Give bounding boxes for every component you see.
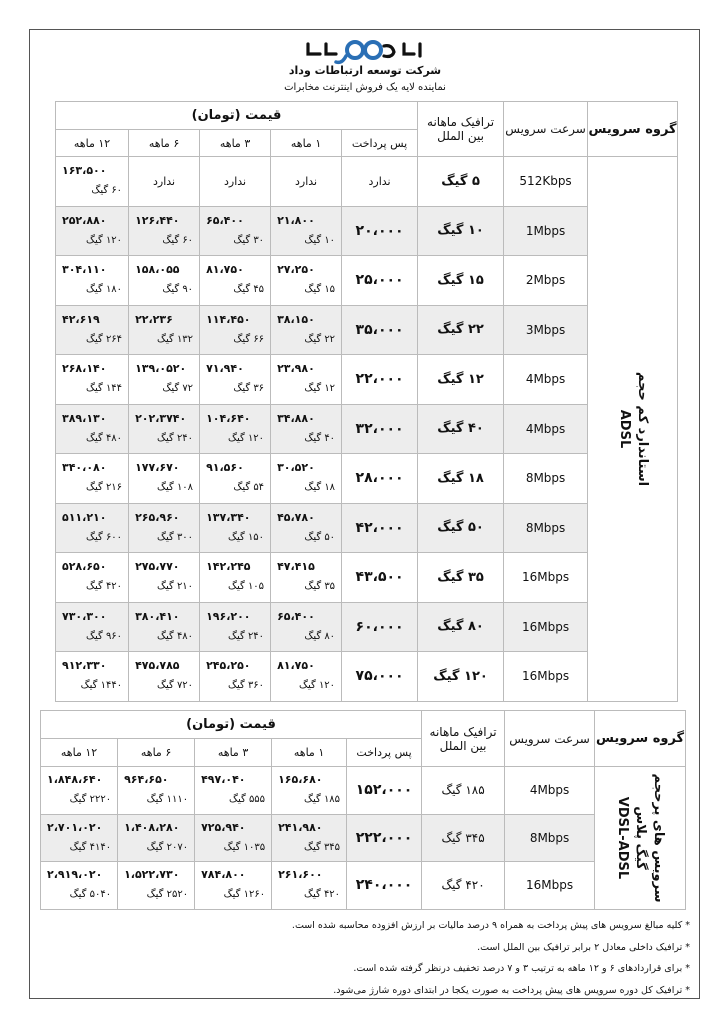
price-value: ۴۹۷،۰۴۰ (201, 773, 246, 787)
price-cell-m12 (56, 157, 129, 207)
price-cell-m6 (118, 862, 195, 910)
price-cell-m1 (271, 503, 342, 553)
table-row (56, 652, 678, 702)
price-value: ۳۰۴،۱۱۰ (62, 263, 107, 277)
price-value: ۱۶۳،۵۰۰ (62, 164, 107, 178)
traffic-amount: ۱۲۰ گیگ (228, 432, 265, 444)
price-cell-m3 (200, 305, 271, 355)
header-speed: سرعت سرویس (505, 711, 595, 767)
postpaid-cell: ندارد (342, 157, 418, 207)
traffic-amount: ۴۲۰ گیگ (304, 889, 341, 901)
traffic-cell: ۴۰ گیگ (418, 404, 504, 454)
traffic-cell: ۵۰ گیگ (418, 503, 504, 553)
price-cell-m3 (200, 404, 271, 454)
traffic-amount: ۲۱۶ گیگ (86, 482, 123, 494)
price-value: ۲،۷۰۱،۰۲۰ (47, 820, 103, 834)
traffic-cell: ۱۲۰ گیگ (418, 652, 504, 702)
header-1-month: ۱ ماهه (271, 130, 342, 157)
price-value: ۴۷،۴۱۵ (277, 560, 315, 574)
price-value: ۱۵۸،۰۵۵ (135, 263, 180, 277)
traffic-amount: ۲۱۰ گیگ (157, 581, 194, 593)
price-cell-m3 (195, 767, 272, 815)
speed-cell: 16Mbps (504, 652, 588, 702)
price-value: ۱۳۷،۳۴۰ (206, 510, 251, 524)
table-row (56, 503, 678, 553)
speed-cell: 1Mbps (504, 206, 588, 256)
price-value: ۷۲۵،۹۴۰ (201, 820, 246, 834)
postpaid-cell: ۳۵،۰۰۰ (342, 305, 418, 355)
postpaid-cell: ۲۲،۰۰۰ (342, 355, 418, 405)
price-cell-m1 (271, 454, 342, 504)
traffic-amount: ۱۵۰ گیگ (228, 531, 265, 543)
price-cell-m12 (56, 503, 129, 553)
service-group-name (613, 773, 667, 902)
traffic-amount: ۶۶ گیگ (233, 333, 265, 345)
footnotes (50, 915, 690, 1001)
traffic-amount: ۵۵۵ گیگ (229, 794, 266, 806)
traffic-amount: ۵۴ گیگ (233, 482, 265, 494)
traffic-amount: ۲۴۰ گیگ (228, 630, 265, 642)
traffic-amount: ۱۸۰ گیگ (86, 284, 123, 296)
price-value: ۳۸۹،۱۳۰ (62, 411, 107, 425)
table-row (56, 602, 678, 652)
traffic-amount: ۴۰ گیگ (304, 432, 336, 444)
price-value: ۲،۹۱۹،۰۲۰ (47, 868, 103, 882)
price-cell-m6 (129, 206, 200, 256)
price-cell-m3 (195, 814, 272, 862)
price-cell-m6 (129, 454, 200, 504)
header-6-month: ۶ ماهه (129, 130, 200, 157)
header-1-month: ۱ ماهه (272, 739, 347, 767)
table-row (56, 305, 678, 355)
price-cell-m3 (200, 652, 271, 702)
postpaid-cell: ۲۲۲،۰۰۰ (347, 814, 422, 862)
price-value: ۱۷۷،۶۷۰ (135, 461, 180, 475)
price-cell-m12 (41, 862, 118, 910)
traffic-amount: ۶۰ گیگ (91, 185, 123, 197)
price-cell-m1 (271, 652, 342, 702)
price-cell-m1 (271, 602, 342, 652)
price-value: ۲۷،۲۵۰ (277, 263, 315, 277)
price-cell-m6: ندارد (129, 157, 200, 207)
header-traffic: ترافیک ماهانه بین الملل (418, 102, 504, 157)
price-cell-m6 (129, 305, 200, 355)
traffic-amount: ۸۰ گیگ (304, 630, 336, 642)
traffic-amount: ۳۴۵ گیگ (304, 841, 341, 853)
traffic-amount: ۹۶۰ گیگ (86, 630, 123, 642)
price-cell-m3 (200, 355, 271, 405)
price-cell-m6 (118, 814, 195, 862)
speed-cell: 16Mbps (504, 553, 588, 603)
price-value: ۹۱،۵۶۰ (206, 461, 244, 475)
traffic-amount: ۴۸۰ گیگ (86, 432, 123, 444)
price-cell-m3 (200, 602, 271, 652)
price-cell-m12 (56, 652, 129, 702)
traffic-amount: ۴۱۴۰ گیگ (69, 841, 112, 853)
price-cell-m1 (271, 256, 342, 306)
price-cell-m3 (200, 256, 271, 306)
speed-cell: 4Mbps (504, 404, 588, 454)
price-value: ۲۶۵،۹۶۰ (135, 510, 180, 524)
service-group-label: سرویس های پرحجم (651, 773, 667, 903)
price-value: ۲۰۲،۳۷۴۰ (135, 411, 187, 425)
traffic-amount: ۱۰۸ گیگ (157, 482, 194, 494)
postpaid-cell: ۳۲،۰۰۰ (342, 404, 418, 454)
price-cell-m3 (195, 862, 272, 910)
price-value: ۲۶۸،۱۴۰ (62, 362, 107, 376)
header-postpaid: پس پرداخت (347, 739, 422, 767)
traffic-amount: ۱۰ گیگ (304, 234, 336, 246)
price-cell-m12 (56, 454, 129, 504)
postpaid-cell: ۴۳،۵۰۰ (342, 553, 418, 603)
price-cell-m6 (129, 602, 200, 652)
company-name: شرکت توسعه ارتباطات وداد (288, 64, 442, 77)
price-value: ۲۴۱،۹۸۰ (278, 820, 323, 834)
price-value: ۵۱۱،۲۱۰ (62, 510, 107, 524)
footnote: * ترافیک کل دوره سرویس های پیش پرداخت به صورت یکجا در ابتدای دوره شارژ می‌شود. (333, 984, 690, 996)
speed-cell: 3Mbps (504, 305, 588, 355)
price-value: ۴۲،۶۱۹ (62, 312, 100, 326)
price-value: ۲۶۱،۶۰۰ (278, 868, 323, 882)
price-cell-m6 (129, 652, 200, 702)
table-row (41, 862, 686, 910)
service-group-name (615, 372, 651, 486)
traffic-amount: ۴۸۰ گیگ (157, 630, 194, 642)
price-cell-m12 (56, 206, 129, 256)
postpaid-cell: ۲۸،۰۰۰ (342, 454, 418, 504)
price-value: ۶۵،۴۰۰ (206, 213, 244, 227)
speed-cell: 4Mbps (504, 355, 588, 405)
traffic-amount: ۲۴۰ گیگ (157, 432, 194, 444)
traffic-amount: ۶۰ گیگ (162, 234, 194, 246)
traffic-amount: ۲۲ گیگ (304, 333, 336, 345)
table-row (56, 404, 678, 454)
traffic-amount: ۱۸ گیگ (304, 482, 336, 494)
header-price: قیمت (تومان) (41, 711, 422, 739)
price-value: ۳۸۰،۴۱۰ (135, 609, 180, 623)
postpaid-cell: ۶۰،۰۰۰ (342, 602, 418, 652)
header-traffic: ترافیک ماهانه بین الملل (422, 711, 505, 767)
price-cell-m1 (271, 553, 342, 603)
speed-cell: 8Mbps (504, 503, 588, 553)
price-cell-m12 (41, 767, 118, 815)
price-value: ۲۱،۸۰۰ (277, 213, 315, 227)
table-row (41, 767, 686, 815)
table-row (56, 355, 678, 405)
price-cell-m12 (41, 814, 118, 862)
price-value: ۸۱،۷۵۰ (206, 263, 244, 277)
price-cell-m1 (272, 862, 347, 910)
speed-cell: 4Mbps (505, 767, 595, 815)
price-value: ۱۰۴،۶۴۰ (206, 411, 251, 425)
traffic-amount: ۳۵ گیگ (304, 581, 336, 593)
price-cell-m6 (129, 404, 200, 454)
header-6-month: ۶ ماهه (118, 739, 195, 767)
table-row (56, 256, 678, 306)
speed-cell: 2Mbps (504, 256, 588, 306)
traffic-cell: ۱۸۵ گیگ (422, 767, 505, 815)
postpaid-cell: ۴۲،۰۰۰ (342, 503, 418, 553)
speed-cell: 8Mbps (504, 454, 588, 504)
price-value: ۹۱۲،۳۳۰ (62, 659, 107, 673)
price-value: ۱،۵۲۲،۷۳۰ (124, 868, 180, 882)
footnote: * برای قراردادهای ۶ و ۱۲ ماهه به ترتیب ۳ و ۷ درصد تخفیف درنظر گرفته شده است. (353, 963, 690, 974)
service-group-label: ADSL (616, 409, 632, 448)
price-value: ۷۸۴،۸۰۰ (201, 868, 246, 882)
traffic-amount: ۳۰ گیگ (233, 234, 265, 246)
price-value: ۳۰،۵۲۰ (277, 461, 315, 475)
price-value: ۱،۴۰۸،۲۸۰ (124, 820, 180, 834)
price-value: ۷۱،۹۴۰ (206, 362, 244, 376)
price-cell-m6 (118, 767, 195, 815)
price-value: ۷۳۰،۳۰۰ (62, 609, 107, 623)
traffic-amount: ۳۶۰ گیگ (228, 680, 265, 692)
price-cell-m3 (200, 553, 271, 603)
price-value: ۸۱،۷۵۰ (277, 659, 315, 673)
traffic-amount: ۷۲۰ گیگ (157, 680, 194, 692)
price-cell-m12 (56, 404, 129, 454)
traffic-amount: ۷۲ گیگ (162, 383, 194, 395)
table-row (56, 553, 678, 603)
traffic-amount: ۲۵۲۰ گیگ (146, 889, 189, 901)
postpaid-cell: ۷۵،۰۰۰ (342, 652, 418, 702)
traffic-amount: ۱۵ گیگ (304, 284, 336, 296)
price-cell-m12 (56, 305, 129, 355)
traffic-amount: ۱۲۰ گیگ (86, 234, 123, 246)
traffic-amount: ۱۰۳۵ گیگ (223, 841, 266, 853)
speed-cell: 8Mbps (505, 814, 595, 862)
traffic-cell: ۱۰ گیگ (418, 206, 504, 256)
postpaid-cell: ۱۵۲،۰۰۰ (347, 767, 422, 815)
price-cell-m12 (56, 355, 129, 405)
price-cell-m3: ندارد (200, 157, 271, 207)
price-cell-m1: ندارد (271, 157, 342, 207)
traffic-cell: ۸۰ گیگ (418, 602, 504, 652)
price-value: ۳۴۰،۰۸۰ (62, 461, 107, 475)
price-cell-m12 (56, 256, 129, 306)
header-3-month: ۳ ماهه (195, 739, 272, 767)
traffic-amount: ۱۲۶۰ گیگ (223, 889, 266, 901)
header-12-month: ۱۲ ماهه (41, 739, 118, 767)
price-value: ۱۲۶،۴۴۰ (135, 213, 180, 227)
price-cell-m1 (271, 355, 342, 405)
traffic-amount: ۲۰۷۰ گیگ (146, 841, 189, 853)
adsl-price-table (55, 101, 678, 702)
price-value: ۵۲۸،۶۵۰ (62, 560, 107, 574)
price-value: ۱۱۴،۴۵۰ (206, 312, 251, 326)
speed-cell: 16Mbps (505, 862, 595, 910)
price-cell-m1 (272, 814, 347, 862)
speed-cell: 16Mbps (504, 602, 588, 652)
traffic-amount: ۳۰۰ گیگ (157, 531, 194, 543)
price-cell-m12 (56, 602, 129, 652)
traffic-cell: ۱۸ گیگ (418, 454, 504, 504)
traffic-amount: ۴۲۰ گیگ (86, 581, 123, 593)
price-value: ۱۹۶،۲۰۰ (206, 609, 251, 623)
postpaid-cell: ۲۴۰،۰۰۰ (347, 862, 422, 910)
price-cell-m6 (129, 355, 200, 405)
footnote: * کلیه مبالغ سرویس های پیش پرداخت به همراه ۹ درصد مالیات بر ارزش افزوده محاسبه شده است. (291, 920, 690, 931)
price-value: ۶۵،۴۰۰ (277, 609, 315, 623)
traffic-cell: ۱۵ گیگ (418, 256, 504, 306)
price-cell-m6 (129, 503, 200, 553)
service-group-label: VDSL-ADSL (615, 796, 631, 879)
traffic-amount: ۱۸۵ گیگ (304, 794, 341, 806)
price-cell-m3 (200, 503, 271, 553)
traffic-cell: ۵ گیگ (418, 157, 504, 207)
price-value: ۳۸،۱۵۰ (277, 312, 315, 326)
service-group-label: استاندارد کم حجم (634, 371, 650, 486)
header-3-month: ۳ ماهه (200, 130, 271, 157)
header-speed: سرعت سرویس (504, 102, 588, 157)
service-group-cell (588, 157, 678, 702)
header-group: گروه سرویس (588, 102, 678, 157)
price-value: ۳۴،۸۸۰ (277, 411, 315, 425)
price-cell-m1 (271, 305, 342, 355)
price-value: ۱۳۹،۰۵۲۰ (135, 362, 187, 376)
company-subtitle: نماینده لایه یک فروش اینترنت مخابرات (284, 82, 446, 93)
price-value: ۴۷۵،۷۸۵ (135, 659, 180, 673)
speed-cell: 512Kbps (504, 157, 588, 207)
price-cell-m1 (271, 404, 342, 454)
traffic-amount: ۵۰ گیگ (304, 531, 336, 543)
traffic-amount: ۱۲۰ گیگ (299, 680, 336, 692)
traffic-amount: ۳۶ گیگ (233, 383, 265, 395)
table-row (56, 157, 678, 207)
traffic-amount: ۵۰۴۰ گیگ (69, 889, 112, 901)
traffic-cell: ۱۲ گیگ (418, 355, 504, 405)
traffic-amount: ۶۰۰ گیگ (86, 531, 123, 543)
price-value: ۱،۸۴۸،۶۴۰ (47, 773, 103, 787)
traffic-cell: ۴۲۰ گیگ (422, 862, 505, 910)
service-group-label: گیگ پلاس (633, 806, 649, 870)
traffic-amount: ۱۰۵ گیگ (228, 581, 265, 593)
price-value: ۱۴۲،۲۴۵ (206, 560, 251, 574)
price-cell-m12 (56, 553, 129, 603)
price-value: ۲۵۲،۸۸۰ (62, 213, 107, 227)
table-row (56, 454, 678, 504)
traffic-amount: ۱۴۴۰ گیگ (80, 680, 123, 692)
table-row (56, 206, 678, 256)
traffic-amount: ۲۲۲۰ گیگ (69, 794, 112, 806)
price-cell-m3 (200, 454, 271, 504)
traffic-amount: ۱۴۴ گیگ (86, 383, 123, 395)
price-cell-m6 (129, 256, 200, 306)
company-logo (300, 36, 430, 66)
price-value: ۴۵،۷۸۰ (277, 510, 315, 524)
traffic-amount: ۱۲ گیگ (304, 383, 336, 395)
price-cell-m1 (271, 206, 342, 256)
price-value: ۲۷۵،۷۷۰ (135, 560, 180, 574)
traffic-amount: ۴۵ گیگ (233, 284, 265, 296)
header-price: قیمت (تومان) (56, 102, 418, 130)
price-value: ۲۴۵،۲۵۰ (206, 659, 251, 673)
header-postpaid: پس پرداخت (342, 130, 418, 157)
header-group: گروه سرویس (595, 711, 686, 767)
vdsl-price-table (40, 710, 686, 910)
traffic-amount: ۱۱۱۰ گیگ (146, 794, 189, 806)
price-value: ۲۳،۹۸۰ (277, 362, 315, 376)
traffic-amount: ۲۶۴ گیگ (86, 333, 123, 345)
traffic-cell: ۳۴۵ گیگ (422, 814, 505, 862)
table-row (41, 814, 686, 862)
price-value: ۲۲،۲۳۶ (135, 312, 173, 326)
postpaid-cell: ۲۵،۰۰۰ (342, 256, 418, 306)
price-cell-m1 (272, 767, 347, 815)
postpaid-cell: ۲۰،۰۰۰ (342, 206, 418, 256)
service-group-cell (595, 767, 686, 910)
price-value: ۱۶۵،۶۸۰ (278, 773, 323, 787)
traffic-cell: ۳۵ گیگ (418, 553, 504, 603)
price-value: ۹۶۴،۶۵۰ (124, 773, 169, 787)
header-12-month: ۱۲ ماهه (56, 130, 129, 157)
traffic-cell: ۲۲ گیگ (418, 305, 504, 355)
traffic-amount: ۹۰ گیگ (162, 284, 194, 296)
traffic-amount: ۱۳۲ گیگ (157, 333, 194, 345)
footnote: * ترافیک داخلی معادل ۲ برابر ترافیک بین الملل است. (477, 941, 690, 953)
price-cell-m6 (129, 553, 200, 603)
price-cell-m3 (200, 206, 271, 256)
